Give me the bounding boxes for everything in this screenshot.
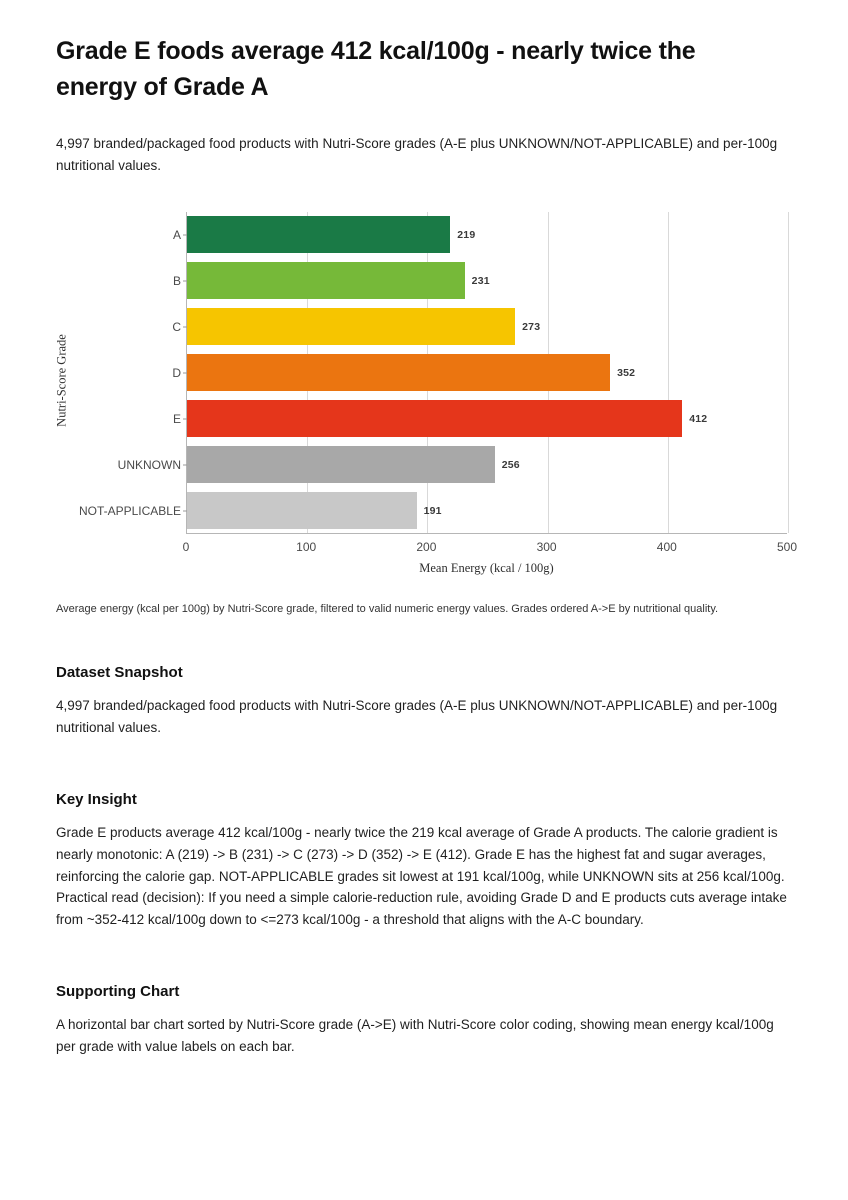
section-dataset-snapshot — [56, 664, 792, 739]
chart-bar[interactable] — [187, 354, 610, 391]
chart-bar[interactable] — [187, 308, 515, 345]
chart-bar-row — [117, 446, 787, 483]
chart-bar-row — [172, 308, 787, 345]
chart-bar-row — [172, 354, 787, 391]
y-axis-tick-label: C — [172, 319, 181, 334]
y-axis-tick-label: UNKNOWN — [117, 457, 181, 472]
y-axis-tick-mark — [183, 234, 187, 235]
chart-bar[interactable] — [187, 216, 450, 253]
chart-bar[interactable] — [187, 262, 465, 299]
chart-bar[interactable] — [187, 446, 495, 483]
chart-bar-row — [78, 492, 787, 529]
chart-bar-row — [172, 216, 787, 253]
y-axis-tick-mark — [183, 418, 187, 419]
chart-caption: Average energy (kcal per 100g) by Nutri-Score grade, filtered to valid numeric energy values. Grades ordered A->E by nutritional quality. — [56, 602, 719, 615]
chart-bar-value-label: 352 — [617, 366, 636, 379]
supporting-chart-block — [54, 199, 798, 618]
chart-bar-value-label: 412 — [689, 412, 708, 425]
page-title: Grade E foods average 412 kcal/100g - nearly twice the energy of Grade A — [56, 37, 696, 101]
y-axis-tick-label: NOT-APPLICABLE — [78, 503, 181, 518]
section-title: Key Insight — [56, 790, 137, 808]
y-axis-tick-mark — [183, 372, 187, 373]
y-axis-tick-label: B — [172, 273, 181, 288]
chart-bar-value-label: 191 — [423, 504, 442, 517]
y-axis-tick-label: E — [172, 411, 181, 426]
section-body: Grade E products average 412 kcal/100g - nearly twice the 219 kcal average of Grade A products. The calorie gradient is nearly monotonic: A (219) -> B (231) -> C (273) -> D (352) -> E (412). Grade E has the highest fat and sugar averages, reinforcing the calorie gap. NOT-APPLICABLE grades sit lowest at 191 kcal/100g, while UNKNOWN sits at 256 kcal/100g. Practical read (decision): If you need a simple calorie-reduction rule, avoiding Grade D and E products cuts average intake from ~352-412 kcal/100g down to <=273 kcal/100g - a threshold that aligns with the A-C boundary. — [56, 824, 787, 928]
chart-bar-value-label: 219 — [457, 228, 476, 241]
chart-bar-value-label: 256 — [501, 458, 520, 471]
x-axis-tick-label: 500 — [776, 539, 798, 554]
x-axis-tick-label: 0 — [182, 539, 190, 554]
section-body: A horizontal bar chart sorted by Nutri-Score grade (A->E) with Nutri-Score color coding, showing mean energy kcal/100g per grade with value labels on each bar. — [56, 1017, 774, 1054]
y-axis-tick-mark — [183, 464, 187, 465]
chart-bar-row — [172, 262, 787, 299]
chart-bar[interactable] — [187, 400, 682, 437]
x-axis-tick-label: 400 — [656, 539, 677, 554]
chart-gridline — [788, 212, 789, 533]
y-axis-tick-label: D — [172, 365, 181, 380]
x-axis-tick-label: 100 — [296, 539, 317, 554]
y-axis-tick-label: A — [172, 227, 181, 242]
section-body: 4,997 branded/packaged food products with Nutri-Score grades (A-E plus UNKNOWN/NOT-APPLICABLE) and per-100g nutritional values. — [56, 698, 778, 735]
x-axis-tick-label: 300 — [536, 539, 557, 554]
section-key-insight — [56, 791, 792, 931]
chart-bar-row — [172, 400, 787, 437]
chart-bar-value-label: 231 — [471, 274, 490, 287]
x-axis-title: Mean Energy (kcal / 100g) — [419, 560, 554, 575]
chart-bar[interactable] — [187, 492, 417, 529]
section-supporting-chart — [56, 983, 792, 1058]
x-axis-tick-label: 200 — [416, 539, 437, 554]
section-title: Supporting Chart — [56, 983, 180, 1001]
y-axis-title: Nutri-Score Grade — [54, 333, 69, 427]
y-axis-tick-mark — [183, 326, 187, 327]
chart-bar-value-label: 273 — [522, 320, 541, 333]
y-axis-tick-mark — [183, 510, 187, 511]
chart-plot-area — [78, 212, 787, 534]
bar-chart — [54, 199, 798, 579]
page-subtitle: 4,997 branded/packaged food products with Nutri-Score grades (A-E plus UNKNOWN/NOT-APPLICABLE) and per-100g nutritional values. — [56, 136, 778, 173]
y-axis-tick-mark — [183, 280, 187, 281]
section-title: Dataset Snapshot — [56, 664, 183, 682]
